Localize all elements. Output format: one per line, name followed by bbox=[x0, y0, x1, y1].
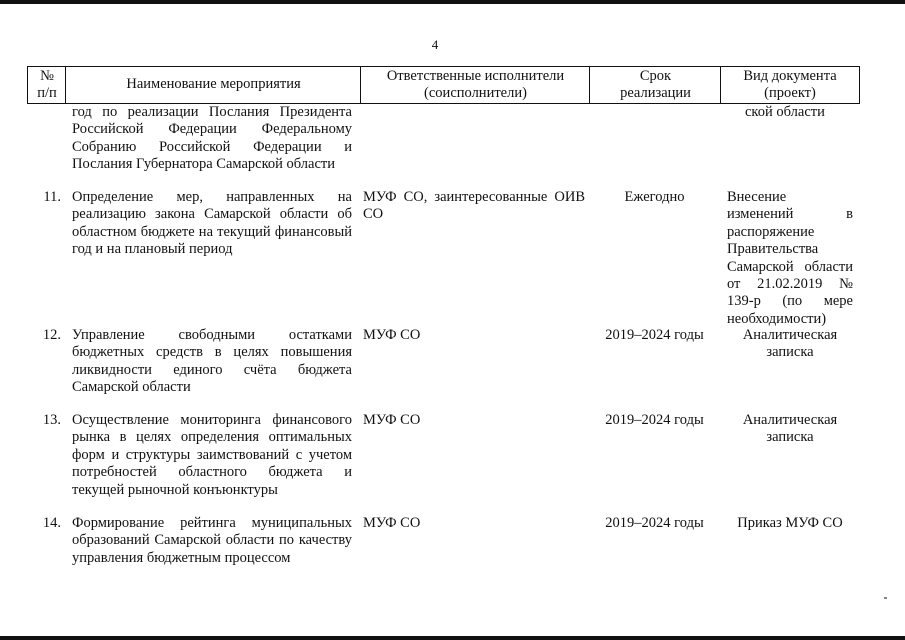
header-term: Срок реализации bbox=[620, 68, 691, 102]
row-executors: МУФ СО bbox=[363, 327, 421, 343]
row-term: 2019–2024 годы bbox=[605, 515, 704, 531]
header-executors: Ответственные исполнители (соисполнители) bbox=[386, 68, 565, 102]
scan-top-edge bbox=[0, 0, 905, 4]
row-executors: МУФ СО, заинтересованные ОИВ СО bbox=[363, 189, 585, 223]
row-name: Осуществление мониторинга финансового рынка в целях определения оптимальных форм и структуры заимствований с учетом потребностей областного бюджета и текущей рыночной конъюнктуры bbox=[72, 412, 352, 498]
row-name: Определение мер, направленных на реализацию закона Самарской области об областном бюджете на текущий финансовый год и на плановый период bbox=[72, 189, 352, 258]
row-name: Формирование рейтинга муниципальных образований Самарской области по качеству управления бюджетным процессом bbox=[72, 515, 352, 566]
row-term: 2019–2024 годы bbox=[605, 412, 704, 428]
page-number: 4 bbox=[431, 37, 439, 52]
header-doc-type: Вид документа (проект) bbox=[743, 68, 837, 102]
row-executors: МУФ СО bbox=[363, 515, 421, 531]
row-term: Ежегодно bbox=[624, 189, 685, 205]
header-name-cell bbox=[65, 66, 361, 104]
header-num-cell bbox=[27, 66, 66, 104]
row-number: 11. bbox=[43, 189, 61, 205]
row-number: 12. bbox=[42, 327, 61, 343]
scan-speck bbox=[884, 597, 887, 599]
row-number: 14. bbox=[42, 515, 61, 531]
row-doc: Приказ МУФ СО bbox=[737, 515, 843, 531]
header-num: № п/п bbox=[37, 68, 57, 102]
row-doc: Аналитическая записка bbox=[742, 327, 838, 361]
continued-row-name: год по реализации Послания Президента Российской Федерации Федеральному Собранию Российской Федерации и Послания Губернатора Самарской области bbox=[72, 104, 352, 173]
header-doc-cell bbox=[720, 66, 860, 104]
row-doc: Внесение изменений в распоряжение Правительства Самарской области от 21.02.2019 № 139-р (по мере необходимости) bbox=[727, 189, 853, 327]
row-executors: МУФ СО bbox=[363, 412, 421, 428]
row-doc: Аналитическая записка bbox=[742, 412, 838, 446]
header-name: Наименование мероприятия bbox=[126, 76, 301, 92]
header-term-cell bbox=[589, 66, 721, 104]
header-executors-cell bbox=[360, 66, 590, 104]
row-name: Управление свободными остатками бюджетных средств в целях повышения ликвидности единого счёта бюджета Самарской области bbox=[72, 327, 352, 396]
row-term: 2019–2024 годы bbox=[605, 327, 704, 343]
continued-row-doc: ской области bbox=[745, 104, 825, 120]
row-number: 13. bbox=[42, 412, 61, 428]
scan-bottom-edge bbox=[0, 636, 905, 640]
